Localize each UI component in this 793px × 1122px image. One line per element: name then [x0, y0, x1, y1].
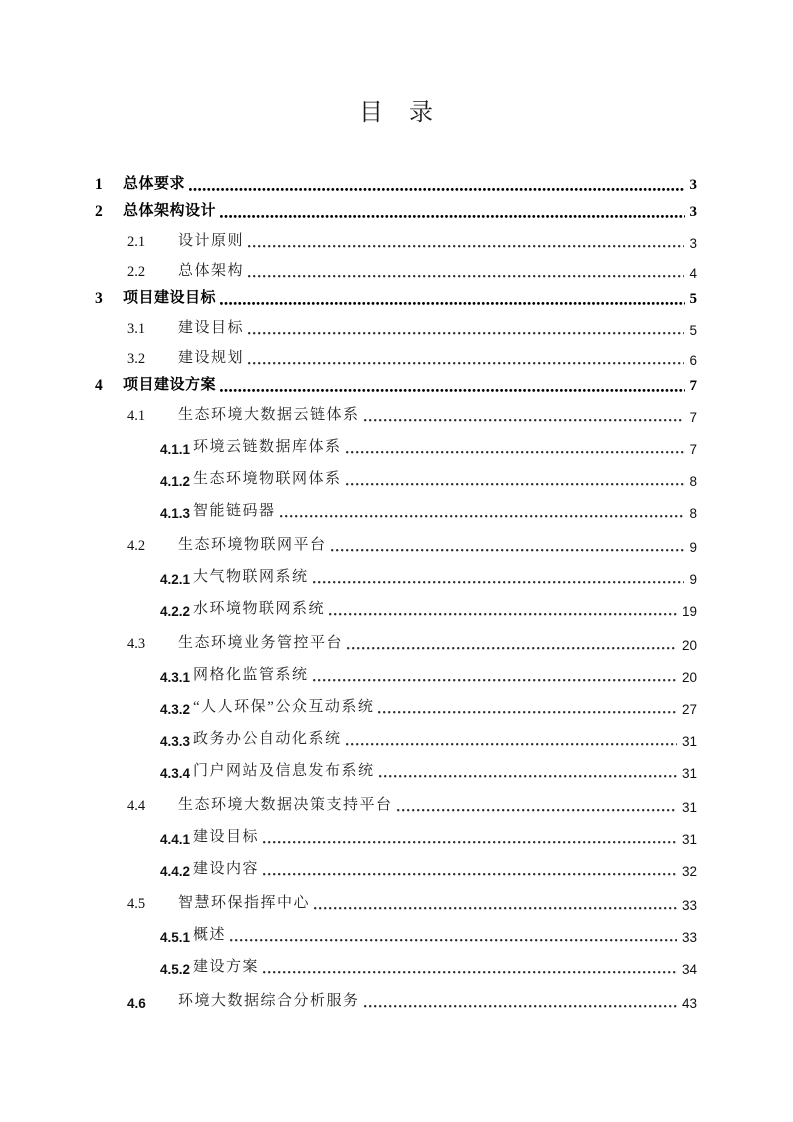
toc-entry-page: 3 — [689, 235, 697, 251]
toc-entry-page: 20 — [681, 637, 697, 653]
toc-entry-page: 7 — [689, 377, 697, 394]
toc-entry-number: 3.1 — [127, 320, 146, 337]
toc-entry[interactable] — [0, 729, 697, 749]
toc-entry-page: 34 — [681, 961, 697, 977]
toc-entry[interactable] — [0, 761, 697, 781]
toc-entry-page: 31 — [681, 765, 697, 781]
toc-entry-title: 建设方案 — [193, 958, 260, 975]
toc-entry-number: 1 — [95, 175, 103, 193]
toc-entry-page: 32 — [681, 863, 697, 879]
dot-leader — [220, 302, 684, 305]
dot-leader — [313, 581, 685, 584]
toc-entry-title: 环境云链数据库体系 — [193, 438, 342, 455]
toc-entry-page: 33 — [681, 897, 697, 913]
dot-leader — [248, 245, 684, 248]
toc-entry-number: 4.4 — [127, 797, 146, 814]
toc-entry[interactable] — [0, 827, 697, 847]
toc-entry-number: 4.1.1 — [160, 441, 191, 457]
toc-entry-number: 2 — [95, 202, 103, 220]
toc-entry-page: 33 — [681, 929, 697, 945]
toc-entry-page: 6 — [689, 352, 697, 368]
toc-entry[interactable] — [0, 599, 697, 619]
toc-entry[interactable] — [0, 795, 697, 815]
toc-entry-title: 总体架构设计 — [123, 202, 217, 219]
toc-entry-page: 7 — [689, 441, 697, 457]
dot-leader — [364, 419, 685, 422]
toc-entry-number: 2.1 — [127, 233, 146, 250]
toc-entry-page: 31 — [681, 799, 697, 815]
toc-entry[interactable] — [0, 288, 697, 308]
dot-leader — [263, 971, 677, 974]
toc-entry-page: 19 — [681, 603, 697, 619]
toc-entry[interactable] — [0, 633, 697, 653]
toc-entry[interactable] — [0, 231, 697, 251]
toc-entry-title: “人人环保”公众互动系统 — [193, 698, 375, 715]
toc-entry-number: 4.1.2 — [160, 473, 191, 489]
toc-entry-page: 4 — [689, 265, 697, 281]
toc-list — [0, 174, 793, 1011]
dot-leader — [220, 215, 684, 218]
dot-leader — [313, 679, 677, 682]
toc-entry-title: 设计原则 — [178, 232, 245, 249]
toc-entry[interactable] — [0, 665, 697, 685]
toc-entry-title: 项目建设方案 — [123, 376, 217, 393]
toc-entry-page: 31 — [681, 733, 697, 749]
toc-entry-title: 建设目标 — [178, 319, 245, 336]
toc-entry[interactable] — [0, 697, 697, 717]
toc-entry-title: 水环境物联网系统 — [193, 600, 326, 617]
toc-entry[interactable] — [0, 859, 697, 879]
toc-entry-title: 网格化监管系统 — [193, 666, 309, 683]
toc-entry-title: 智能链码器 — [193, 502, 276, 519]
toc-entry-title: 项目建设目标 — [123, 289, 217, 306]
toc-entry-title: 门户网站及信息发布系统 — [193, 762, 375, 779]
toc-entry-title: 生态环境业务管控平台 — [178, 634, 344, 651]
page-title: 目 录 — [359, 100, 434, 126]
toc-entry-title: 生态环境大数据决策支持平台 — [178, 796, 393, 813]
toc-entry-number: 4.2 — [127, 537, 146, 554]
toc-entry-number: 4.2.2 — [160, 603, 191, 619]
toc-entry-number: 4.5 — [127, 895, 146, 912]
toc-entry[interactable] — [0, 991, 697, 1011]
dot-leader — [346, 743, 677, 746]
toc-entry-page: 8 — [689, 505, 697, 521]
toc-entry[interactable] — [0, 375, 697, 395]
toc-entry[interactable] — [0, 501, 697, 521]
toc-entry-title: 建设内容 — [193, 860, 260, 877]
toc-entry[interactable] — [0, 174, 697, 194]
toc-entry-number: 4.3.3 — [160, 733, 191, 749]
toc-entry-page: 9 — [689, 571, 697, 587]
dot-leader — [378, 711, 677, 714]
toc-entry-number: 4.3.1 — [160, 669, 191, 685]
dot-leader — [331, 549, 685, 552]
toc-entry-page: 7 — [689, 409, 697, 425]
toc-entry-title: 生态环境大数据云链体系 — [178, 406, 360, 423]
toc-entry-page: 20 — [681, 669, 697, 685]
toc-entry[interactable] — [0, 567, 697, 587]
toc-entry-title: 大气物联网系统 — [193, 568, 309, 585]
dot-leader — [230, 939, 677, 942]
toc-entry-number: 4.1.3 — [160, 505, 191, 521]
toc-entry-number: 4.3.2 — [160, 701, 191, 717]
toc-entry[interactable] — [0, 893, 697, 913]
toc-entry-title: 生态环境物联网平台 — [178, 536, 327, 553]
toc-entry[interactable] — [0, 925, 697, 945]
dot-leader — [379, 775, 677, 778]
toc-entry[interactable] — [0, 535, 697, 555]
dot-leader — [263, 873, 677, 876]
dot-leader — [189, 188, 684, 191]
toc-entry-number: 2.2 — [127, 263, 146, 280]
toc-entry-number: 3 — [95, 289, 103, 307]
toc-entry[interactable] — [0, 469, 697, 489]
dot-leader — [346, 483, 685, 486]
toc-entry-page: 43 — [681, 995, 697, 1011]
toc-entry-number: 4.5.2 — [160, 961, 191, 977]
toc-entry-page: 5 — [689, 322, 697, 338]
dot-leader — [280, 515, 685, 518]
toc-entry[interactable] — [0, 348, 697, 368]
toc-entry-title: 智慧环保指挥中心 — [178, 894, 311, 911]
toc-entry[interactable] — [0, 957, 697, 977]
dot-leader — [346, 451, 685, 454]
toc-entry-title: 总体要求 — [123, 175, 186, 192]
toc-entry-number: 4.6 — [127, 995, 146, 1011]
toc-entry-page: 5 — [689, 290, 697, 307]
toc-entry-page: 31 — [681, 831, 697, 847]
toc-entry[interactable] — [0, 405, 697, 425]
dot-leader — [329, 613, 677, 616]
toc-entry-title: 概述 — [193, 926, 227, 943]
toc-entry-title: 总体架构 — [178, 262, 245, 279]
toc-entry-number: 4.4.1 — [160, 831, 191, 847]
toc-entry-number: 3.2 — [127, 350, 146, 367]
toc-entry-title: 环境大数据综合分析服务 — [178, 992, 360, 1009]
toc-entry-title: 建设目标 — [193, 828, 260, 845]
toc-entry[interactable] — [0, 201, 697, 221]
dot-leader — [248, 275, 684, 278]
toc-entry-page: 27 — [681, 701, 697, 717]
toc-entry-number: 4 — [95, 376, 103, 394]
dot-leader — [263, 841, 677, 844]
toc-entry-page: 3 — [689, 203, 697, 220]
toc-entry[interactable] — [0, 437, 697, 457]
toc-entry[interactable] — [0, 318, 697, 338]
toc-entry-page: 8 — [689, 473, 697, 489]
toc-entry-page: 9 — [689, 539, 697, 555]
toc-entry-page: 3 — [689, 176, 697, 193]
toc-entry-number: 4.4.2 — [160, 863, 191, 879]
toc-entry-title: 政务办公自动化系统 — [193, 730, 342, 747]
dot-leader — [364, 1005, 677, 1008]
toc-entry-title: 生态环境物联网体系 — [193, 470, 342, 487]
dot-leader — [220, 389, 684, 392]
dot-leader — [397, 809, 677, 812]
toc-entry-title: 建设规划 — [178, 349, 245, 366]
toc-entry-number: 4.3.4 — [160, 765, 191, 781]
dot-leader — [248, 332, 684, 335]
toc-entry-number: 4.3 — [127, 635, 146, 652]
dot-leader — [347, 647, 677, 650]
toc-entry-number: 4.1 — [127, 407, 146, 424]
dot-leader — [248, 362, 684, 365]
dot-leader — [314, 907, 677, 910]
toc-entry-number: 4.5.1 — [160, 929, 191, 945]
toc-entry[interactable] — [0, 261, 697, 281]
toc-entry-number: 4.2.1 — [160, 571, 191, 587]
